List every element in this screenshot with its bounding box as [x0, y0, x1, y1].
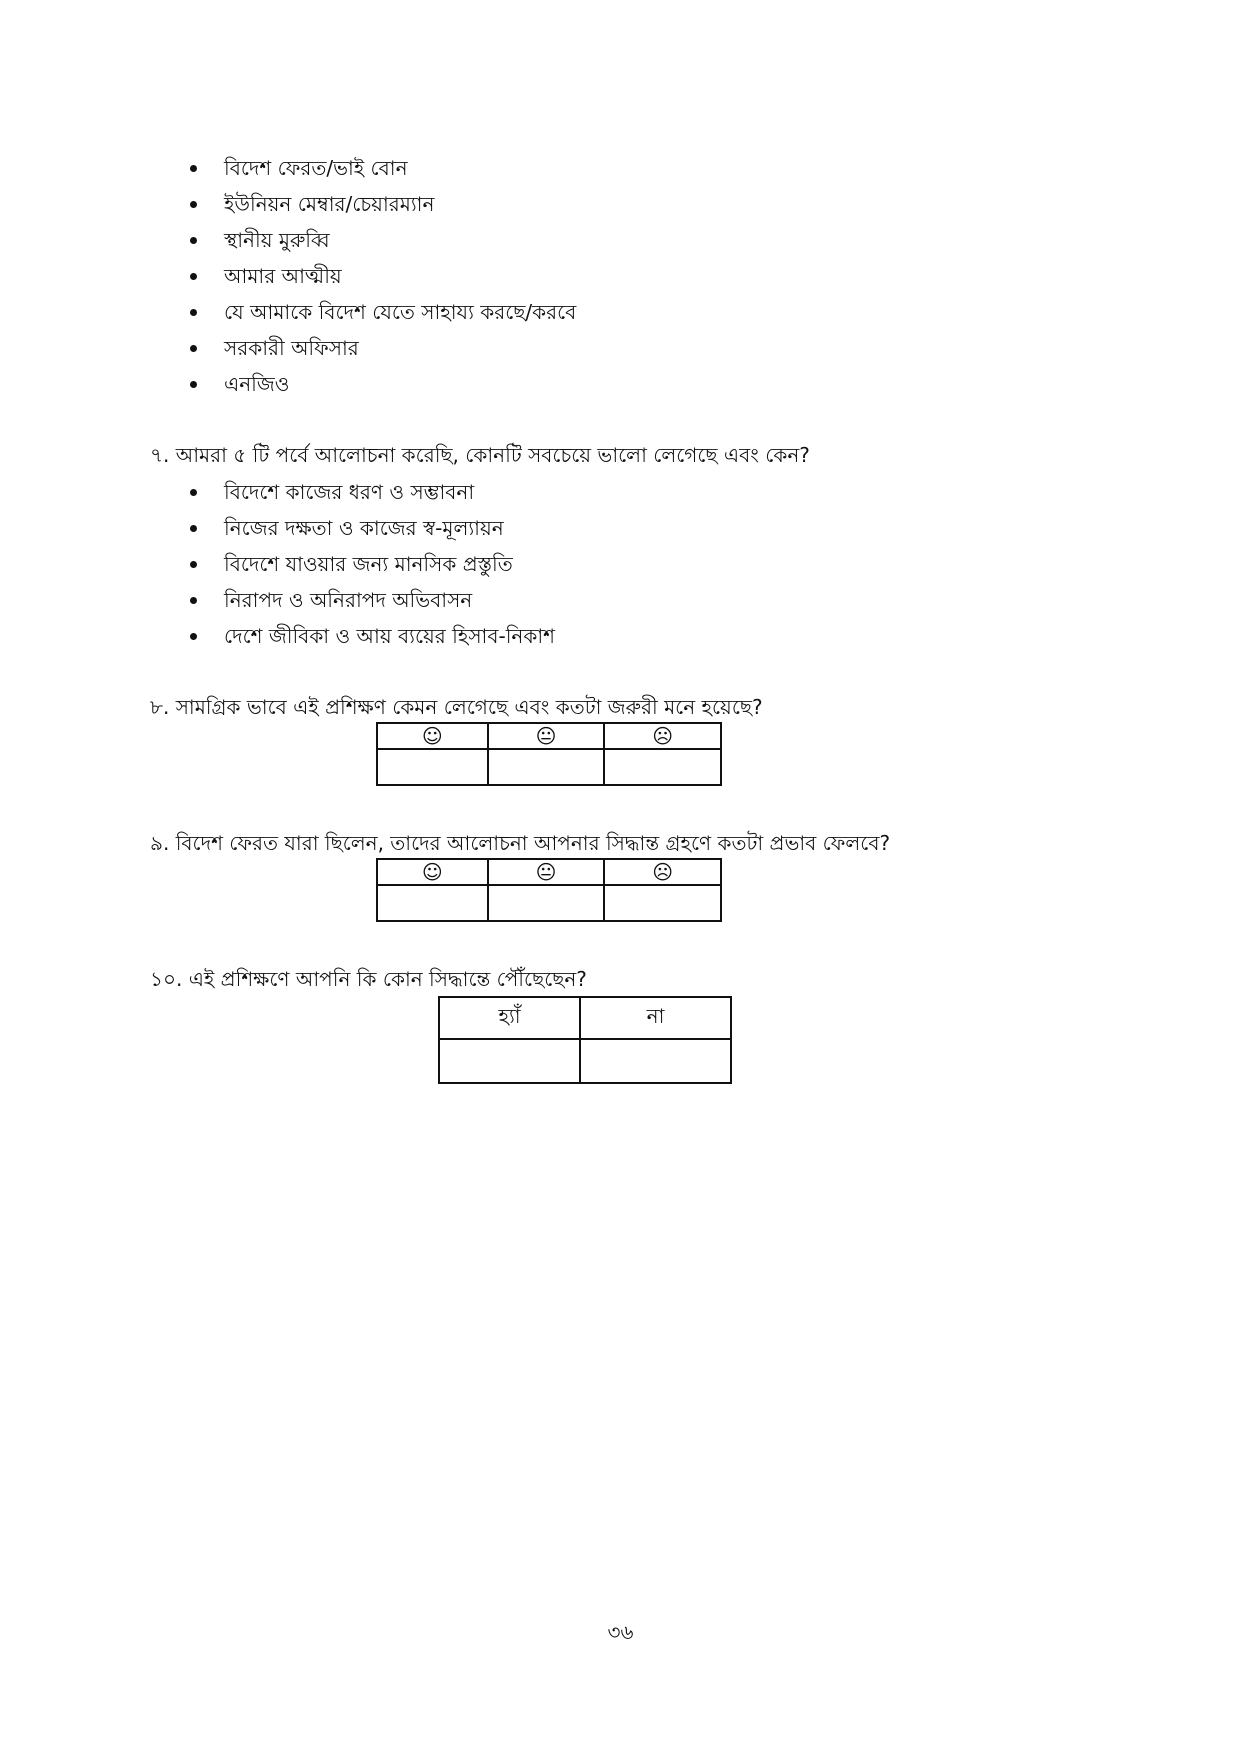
bullet-icon	[190, 201, 197, 208]
list-item	[190, 186, 576, 222]
rating-cell-sad[interactable]	[604, 885, 721, 921]
rating-cell-sad[interactable]	[604, 749, 721, 785]
yes-header: হ্যাঁ	[439, 997, 580, 1039]
sad-face-icon: ☹	[604, 859, 721, 885]
bullet-icon	[190, 489, 197, 496]
list-item-label: নিজের দক্ষতা ও কাজের স্ব-মূল্যায়ন	[224, 516, 504, 540]
bullet-icon	[190, 273, 197, 280]
bullet-icon	[190, 381, 197, 388]
question-9: ৯. বিদেশ ফেরত যারা ছিলেন, তাদের আলোচনা আপনার সিদ্ধান্ত গ্রহণে কতটা প্রভাব ফেলবে?	[150, 831, 891, 855]
question-7: ৭. আমরা ৫ টি পর্বে আলোচনা করেছি, কোনটি সবচেয়ে ভালো লেগেছে এবং কেন?	[150, 443, 810, 467]
list-item	[190, 222, 576, 258]
bullet-icon	[190, 309, 197, 316]
rating-cell-neutral[interactable]	[488, 749, 605, 785]
sad-face-icon: ☹	[604, 723, 721, 749]
list-item	[190, 330, 576, 366]
bullet-icon	[190, 597, 197, 604]
page-number: ৩৬	[607, 1620, 634, 1644]
no-header: না	[580, 997, 731, 1039]
list-item	[190, 294, 576, 330]
list-item-label: বিদেশে কাজের ধরণ ও সম্ভাবনা	[224, 480, 475, 504]
question-8-rating-table	[376, 722, 722, 786]
bullet-icon	[190, 237, 197, 244]
question-9-rating-table	[376, 858, 722, 922]
happy-face-icon: ☺	[377, 723, 488, 749]
list-item	[190, 546, 555, 582]
rating-cell-happy[interactable]	[377, 885, 488, 921]
list-item-label: সরকারী অফিসার	[224, 336, 359, 360]
bullet-icon	[190, 633, 197, 640]
neutral-face-icon: 😐	[488, 859, 605, 885]
list-item-label: বিদেশে যাওয়ার জন্য মানসিক প্রস্তুতি	[224, 552, 513, 576]
rating-cell-happy[interactable]	[377, 749, 488, 785]
bullet-icon	[190, 165, 197, 172]
neutral-face-icon: 😐	[488, 723, 605, 749]
list-item	[190, 258, 576, 294]
list-item	[190, 150, 576, 186]
list-item-label: দেশে জীবিকা ও আয় ব্যয়ের হিসাব-নিকাশ	[224, 624, 555, 648]
list-item-label: ইউনিয়ন মেম্বার/চেয়ারম্যান	[224, 192, 435, 216]
respondent-source-list	[190, 150, 576, 402]
answer-cell-no[interactable]	[580, 1039, 731, 1083]
answer-cell-yes[interactable]	[439, 1039, 580, 1083]
bullet-icon	[190, 561, 197, 568]
list-item-label: নিরাপদ ও অনিরাপদ অভিবাসন	[224, 588, 473, 612]
bullet-icon	[190, 525, 197, 532]
happy-face-icon: ☺	[377, 859, 488, 885]
list-item-label: বিদেশ ফেরত/ভাই বোন	[224, 156, 408, 180]
list-item-label: যে আমাকে বিদেশ যেতে সাহায্য করছে/করবে	[224, 300, 577, 324]
list-item	[190, 366, 576, 402]
list-item	[190, 510, 555, 546]
question-8: ৮. সামগ্রিক ভাবে এই প্রশিক্ষণ কেমন লেগেছে এবং কতটা জরুরী মনে হয়েছে?	[150, 695, 763, 719]
list-item-label: আমার আত্মীয়	[224, 264, 342, 288]
rating-cell-neutral[interactable]	[488, 885, 605, 921]
question-7-options	[190, 474, 555, 654]
list-item	[190, 582, 555, 618]
bullet-icon	[190, 345, 197, 352]
question-10: ১০. এই প্রশিক্ষণে আপনি কি কোন সিদ্ধান্তে পৌঁছেছেন?	[150, 967, 587, 991]
list-item-label: স্থানীয় মুরুব্বি	[224, 228, 330, 252]
list-item-label: এনজিও	[224, 372, 290, 396]
list-item	[190, 474, 555, 510]
question-10-yes-no-table	[438, 996, 732, 1084]
list-item	[190, 618, 555, 654]
